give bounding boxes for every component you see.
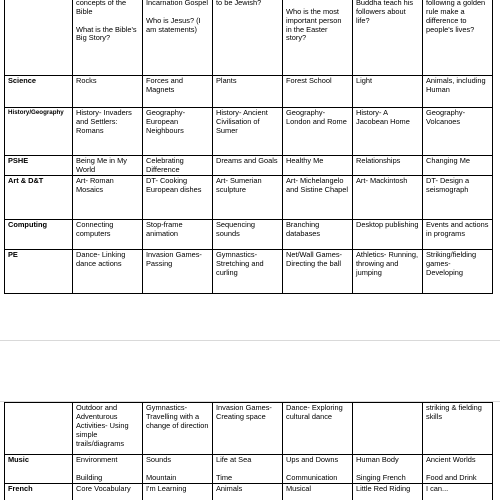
table-cell: Forces and Magnets	[143, 76, 213, 108]
table-cell: History- A Jacobean Home	[353, 108, 423, 156]
subject-cell-empty	[5, 403, 73, 455]
cell-text-line: Ancient Worlds	[426, 455, 476, 464]
header-cell	[213, 0, 283, 76]
table-cell: Outdoor and Adventurous Activities- Using simple trails/diagrams	[73, 403, 143, 455]
cell-text-line: following a golden rule make a difference to people's lives?	[426, 0, 486, 34]
document-page-2	[0, 402, 500, 500]
table-row	[5, 108, 493, 156]
table-cell: Plants	[213, 76, 283, 108]
curriculum-table-page-1	[4, 0, 493, 294]
cell-text-line: Who is the most important person in the Easter story?	[286, 6, 344, 43]
table-cell: Sequencing sounds	[213, 219, 283, 249]
table-cell	[213, 483, 283, 500]
table-cell: Art- Sumerian sculpture	[213, 175, 283, 219]
table-cell: Animals, including Human	[423, 76, 493, 108]
table-cell: Gymnastics- Travelling with a change of direction	[143, 403, 213, 455]
table-cell	[423, 483, 493, 500]
table-cell: DT- Cooking European dishes	[143, 175, 213, 219]
cell-text-line: Incarnation Gospel	[146, 0, 209, 7]
cell-text-line: Time	[216, 472, 233, 482]
cell-text-line: Mountain	[146, 472, 177, 482]
table-cell: Geography- Volcanoes	[423, 108, 493, 156]
table-cell: Geography- European Neighbours	[143, 108, 213, 156]
header-cell	[423, 0, 493, 76]
table-cell: Gymnastics- Stretching and curling	[213, 249, 283, 293]
table-cell: Branching databases	[283, 219, 353, 249]
cell-text-line: Communication	[286, 472, 338, 482]
cell-text-line: Animals	[216, 483, 243, 493]
subject-label: PSHE	[5, 156, 73, 176]
table-cell: Art- Michelangelo and Sistine Chapel	[283, 175, 353, 219]
cell-text-line: Who is Jesus? (I am statements)	[146, 15, 203, 34]
table-cell: Relationships	[353, 156, 423, 176]
cell-text-line: I can...	[426, 483, 449, 493]
cell-text-line: Ups and Downs	[286, 455, 339, 464]
table-cell	[283, 455, 353, 484]
table-cell: Stop-frame animation	[143, 219, 213, 249]
table-cell	[353, 455, 423, 484]
subject-label: PE	[5, 249, 73, 293]
table-cell	[73, 455, 143, 484]
subject-label: Computing	[5, 219, 73, 249]
table-cell: DT- Design a seismograph	[423, 175, 493, 219]
table-cell	[73, 483, 143, 500]
table-cell	[423, 455, 493, 484]
cell-text-line: Musical	[286, 483, 312, 493]
table-cell: Forest School	[283, 76, 353, 108]
cell-text-line: Building	[76, 472, 103, 482]
subject-cell-empty	[5, 0, 73, 76]
table-cell: Art- Mackintosh	[353, 175, 423, 219]
table-cell: Art- Roman Mosaics	[73, 175, 143, 219]
curriculum-table-page-2	[4, 402, 493, 500]
table-cell: Connecting computers	[73, 219, 143, 249]
table-row	[5, 483, 493, 500]
table-cell: striking & fielding skills	[423, 403, 493, 455]
table-cell: Events and actions in programs	[423, 219, 493, 249]
table-cell: History- Ancient Civilisation of Sumer	[213, 108, 283, 156]
header-cell	[143, 0, 213, 76]
table-cell: Athletics- Running, throwing and jumping	[353, 249, 423, 293]
table-cell: Changing Me	[423, 156, 493, 176]
cell-text-line: Little Red Riding	[356, 483, 411, 493]
header-cell	[73, 0, 143, 76]
table-cell: Celebrating Difference	[143, 156, 213, 176]
table-cell	[283, 483, 353, 500]
table-cell	[353, 403, 423, 455]
table-cell: Dance- Linking dance actions	[73, 249, 143, 293]
cell-text-line: Human Body	[356, 455, 399, 464]
table-cell	[213, 455, 283, 484]
page-break	[0, 340, 500, 402]
cell-text-line: Sounds	[146, 455, 172, 464]
table-cell: Striking/fielding games- Developing	[423, 249, 493, 293]
cell-text-line: to be Jewish?	[216, 0, 262, 7]
table-row	[5, 76, 493, 108]
cell-text-line: Buddha teach his followers about life?	[356, 0, 414, 25]
table-cell: Being Me in My World	[73, 156, 143, 176]
table-cell: Dance- Exploring cultural dance	[283, 403, 353, 455]
subject-label: French	[5, 483, 73, 500]
table-row	[5, 175, 493, 219]
table-cell	[143, 483, 213, 500]
header-cell	[283, 0, 353, 76]
table-cell: Rocks	[73, 76, 143, 108]
table-cell: Geography- London and Rome	[283, 108, 353, 156]
table-cell: Invasion Games- Creating space	[213, 403, 283, 455]
cell-text-line: Food and Drink	[426, 472, 477, 482]
cell-text-line: concepts of the Bible	[76, 0, 127, 16]
table-cell: History- Invaders and Settlers: Romans	[73, 108, 143, 156]
cell-text-line: Core Vocabulary	[76, 483, 131, 493]
table-cell	[353, 483, 423, 500]
subject-label: History/Geography	[5, 108, 73, 156]
table-cell: Invasion Games- Passing	[143, 249, 213, 293]
table-row	[5, 249, 493, 293]
table-row	[5, 219, 493, 249]
table-row	[5, 156, 493, 176]
cell-text-line: Environment	[76, 455, 118, 464]
subject-label: Science	[5, 76, 73, 108]
cell-text-line: Life at Sea	[216, 455, 252, 464]
table-cell: Light	[353, 76, 423, 108]
table-cell	[143, 455, 213, 484]
table-row	[5, 403, 493, 455]
table-cell: Dreams and Goals	[213, 156, 283, 176]
header-cell	[353, 0, 423, 76]
table-row	[5, 455, 493, 484]
subject-label: Music	[5, 455, 73, 484]
header-row	[5, 0, 493, 76]
table-cell: Healthy Me	[283, 156, 353, 176]
cell-text-line: Singing French	[356, 472, 406, 482]
cell-text-line: What is the Bible's Big Story?	[76, 24, 139, 43]
subject-label: Art & D&T	[5, 175, 73, 219]
table-cell: Desktop publishing	[353, 219, 423, 249]
cell-text-line: I'm Learning	[146, 483, 187, 493]
table-cell: Net/Wall Games- Directing the ball	[283, 249, 353, 293]
